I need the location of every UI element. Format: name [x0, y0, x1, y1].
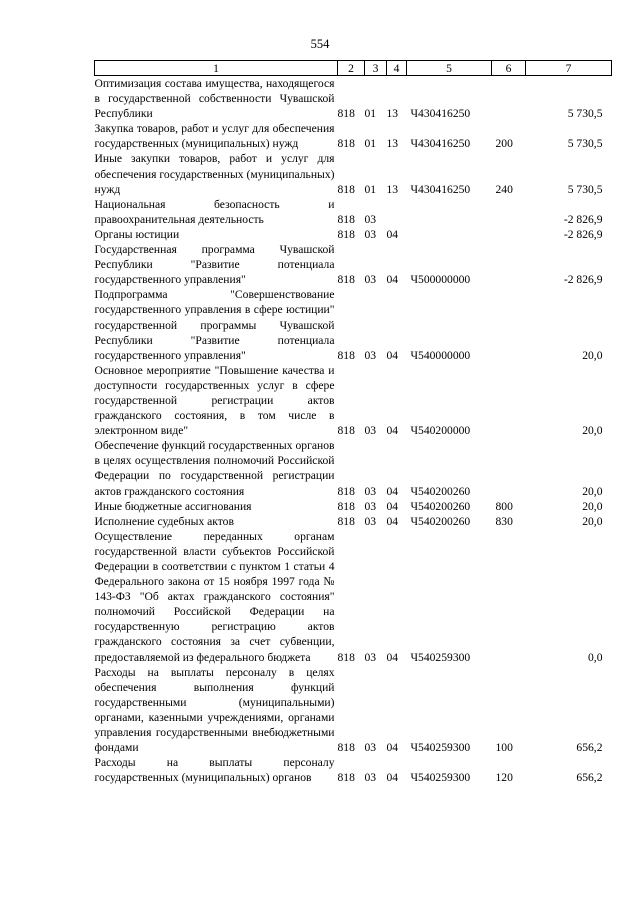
row-subsection-code: 13 [386, 182, 399, 196]
row-section-code: 03 [364, 514, 377, 528]
row-section-code: 01 [364, 107, 377, 121]
row-name: Иные закупки товаров, работ и услуг для обеспечения государственных (муниципальных) нужд [94, 152, 335, 196]
row-subsection-code: 04 [386, 424, 399, 438]
row-ministry-code: 818 [337, 514, 355, 528]
table-row [95, 227, 612, 242]
row-section-code: 01 [364, 137, 377, 151]
row-name: Основное мероприятие "Повышение качества и доступности государственных услуг в сфере государственной регистрации актов гражданского состояния, в том числе в электронном виде" [94, 363, 335, 438]
table-row [95, 499, 612, 514]
row-ministry-code: 818 [337, 182, 355, 196]
row-name: Обеспечение функций государственных органов в целях осуществления полномочий Российской Федерации по государственной регистрации актов гражданского состояния [94, 439, 335, 498]
table-row [95, 529, 612, 665]
row-expense-type [492, 227, 526, 242]
header-row [95, 61, 612, 76]
header-cell-subsection: 4 [387, 61, 407, 76]
table-row [95, 755, 612, 785]
row-ministry-code: 818 [337, 107, 355, 121]
row-amount: 656,2 [576, 771, 603, 785]
row-section-code: 03 [364, 273, 377, 287]
table-body [95, 76, 612, 786]
row-amount: 0,0 [588, 650, 603, 664]
row-section-code: 03 [364, 424, 377, 438]
row-ministry-code: 818 [337, 424, 355, 438]
row-expense-type: 100 [495, 741, 513, 755]
row-expense-type [492, 76, 526, 122]
row-amount: 20,0 [582, 514, 603, 528]
row-target-code: Ч540000000 [410, 348, 471, 362]
row-amount: 20,0 [582, 499, 603, 513]
row-ministry-code: 818 [337, 273, 355, 287]
row-ministry-code: 818 [337, 137, 355, 151]
row-expense-type: 800 [495, 499, 513, 513]
row-amount: -2 826,9 [563, 227, 603, 241]
row-section-code: 03 [364, 499, 377, 513]
header-cell-expense-type: 6 [492, 61, 526, 76]
header-cell-ministry: 2 [338, 61, 365, 76]
row-expense-type: 240 [495, 182, 513, 196]
row-section-code: 03 [364, 650, 377, 664]
row-ministry-code: 818 [337, 771, 355, 785]
row-subsection-code: 04 [386, 348, 399, 362]
row-subsection-code: 04 [386, 484, 399, 498]
row-subsection-code: 04 [386, 499, 399, 513]
row-subsection-code: 13 [386, 137, 399, 151]
row-name: Подпрограмма "Совершенствование государственного управления в сфере юстиции" государственной программы Чувашской Республики "Развитие потенциала государственного управления" [94, 288, 335, 362]
row-target-code: Ч430416250 [410, 182, 471, 196]
row-expense-type [492, 287, 526, 362]
row-target-code: Ч430416250 [410, 107, 471, 121]
budget-table [94, 60, 612, 785]
row-amount: 656,2 [576, 741, 603, 755]
row-target-code: Ч540259300 [410, 771, 471, 785]
row-section-code: 03 [364, 348, 377, 362]
row-name: Органы юстиции [94, 227, 180, 241]
row-name: Государственная программа Чувашской Республики "Развитие потенциала государственного управления" [94, 243, 335, 287]
header-cell-name: 1 [95, 61, 338, 76]
row-amount: 5 730,5 [567, 137, 603, 151]
row-target-code: Ч430416250 [410, 137, 471, 151]
row-ministry-code: 818 [337, 741, 355, 755]
row-expense-type [492, 438, 526, 498]
row-ministry-code: 818 [337, 212, 355, 226]
row-amount: 20,0 [582, 348, 603, 362]
table-row [95, 287, 612, 362]
header-cell-amount: 7 [526, 61, 612, 76]
row-subsection-code: 04 [386, 227, 399, 241]
row-name: Иные бюджетные ассигнования [94, 499, 252, 513]
row-section-code: 01 [364, 182, 377, 196]
row-amount: 20,0 [582, 484, 603, 498]
row-subsection-code: 04 [386, 741, 399, 755]
row-name: Осуществление переданных органам государственной власти субъектов Российской Федерации в соответствии с пунктом 1 статьи 4 Федерального закона от 15 ноября 1997 года № 143-ФЗ "Об актах гражданского состояния" полномочий Российской Федерации на государственную регистрацию актов гражданского состояния за счет субвенции, предоставляемой из федерального бюджета [94, 529, 335, 664]
row-expense-type [492, 363, 526, 438]
row-subsection-code [387, 197, 407, 227]
row-subsection-code: 04 [386, 771, 399, 785]
table-header [95, 61, 612, 76]
page-number: 554 [310, 37, 330, 51]
table-row [95, 438, 612, 498]
table-row [95, 363, 612, 438]
table-row [95, 151, 612, 196]
row-subsection-code: 13 [386, 107, 399, 121]
row-target-code [407, 197, 492, 227]
row-target-code: Ч540259300 [410, 741, 471, 755]
row-section-code: 03 [364, 212, 377, 226]
row-target-code: Ч540200260 [410, 499, 471, 513]
row-name: Расходы на выплаты персоналу государственных (муниципальных) органов [94, 756, 335, 785]
row-name: Национальная безопасность и правоохранительная деятельность [94, 197, 335, 226]
row-name: Закупка товаров, работ и услуг для обеспечения государственных (муниципальных) нужд [94, 122, 335, 151]
row-name: Исполнение судебных актов [94, 514, 234, 528]
row-amount: -2 826,9 [563, 273, 603, 287]
row-target-code: Ч540200260 [410, 484, 471, 498]
row-subsection-code: 04 [386, 650, 399, 664]
row-expense-type: 830 [495, 514, 513, 528]
row-subsection-code: 04 [386, 273, 399, 287]
table-row [95, 121, 612, 151]
row-name: Расходы на выплаты персоналу в целях обеспечения выполнения функций государственными (муниципальными) органами, казенными учреждениями, органами управления государственными внебюджетными фондами [94, 665, 335, 755]
row-amount: 20,0 [582, 424, 603, 438]
row-amount: 5 730,5 [567, 107, 603, 121]
row-target-code: Ч540200000 [410, 424, 471, 438]
row-expense-type: 120 [495, 771, 513, 785]
row-ministry-code: 818 [337, 227, 355, 241]
row-expense-type [492, 242, 526, 287]
row-ministry-code: 818 [337, 348, 355, 362]
row-ministry-code: 818 [337, 650, 355, 664]
row-amount: 5 730,5 [567, 182, 603, 196]
row-target-code: Ч540200260 [410, 514, 471, 528]
row-section-code: 03 [364, 741, 377, 755]
table-row [95, 665, 612, 756]
row-ministry-code: 818 [337, 484, 355, 498]
table-row [95, 242, 612, 287]
row-expense-type [492, 197, 526, 227]
row-section-code: 03 [364, 227, 377, 241]
row-expense-type: 200 [495, 137, 513, 151]
row-target-code: Ч540259300 [410, 650, 471, 664]
header-cell-target: 5 [407, 61, 492, 76]
row-target-code: Ч500000000 [410, 273, 471, 287]
row-expense-type [492, 529, 526, 665]
row-ministry-code: 818 [337, 499, 355, 513]
table-row [95, 76, 612, 122]
row-section-code: 03 [364, 484, 377, 498]
table-row [95, 514, 612, 529]
header-cell-section: 3 [365, 61, 387, 76]
row-name: Оптимизация состава имущества, находящегося в государственной собственности Чувашской Республики [94, 77, 335, 121]
row-section-code: 03 [364, 771, 377, 785]
row-subsection-code: 04 [386, 514, 399, 528]
row-target-code [407, 227, 492, 242]
row-amount: -2 826,9 [563, 212, 603, 226]
table-row [95, 197, 612, 227]
